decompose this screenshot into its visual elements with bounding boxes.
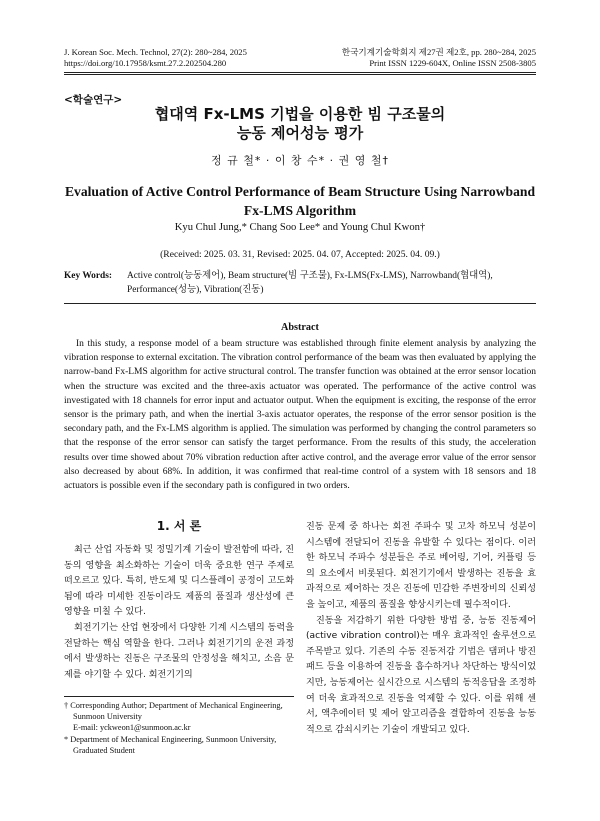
english-authors: Kyu Chul Jung,* Chang Soo Lee* and Young Chul Kwon† [174,222,426,233]
category-label: <학술연구> [64,94,123,106]
doi-link[interactable]: https://doi.org/10.17958/ksmt.27.2.202504.280 [64,58,227,68]
keywords-label: Key Words: [64,271,113,281]
english-title [0,182,600,220]
intro-paragraph-1: 최근 산업 자동화 및 정밀기계 기술이 발전함에 따라, 진동의 영향을 최소화하는 기술이 더욱 중요한 연구 주제로 떠오르고 있다. 특히, 반도체 및 디스플레이 공정이 고도화됨에 따라 미세한 진동이라도 제품의 품질과 생산성에 큰 영향을 미칠 수 있다. [64,545,294,618]
author-email[interactable]: E-mail: yckweon1@sunmoon.ac.kr [73,723,191,733]
left-column [64,543,294,683]
corresponding-author-footnote: † Corresponding Author; Department of Mechanical Engineering, Sunmoon University [64,701,283,722]
footnote-divider [64,696,294,697]
affiliation-footnote: * Department of Mechanical Engineering, Sunmoon University, Graduated Student [64,734,277,755]
abstract-body: In this study, a response model of a beam structure was established through finite element analysis by analyzing the vibration response to external excitation. The vibration control performance of the beam was then evaluated by applying the narrow-band Fx-LMS algorithm for active structural control. The transfer function was obtained at the error sensor location when the structure was excited and the three-axis actuator was operated. The performance of the active control was investigated with 18 channels for error input and actuator output. When the equipment is exciting, the response of the error sensor is the primary path, and when the inertial 3-axis actuator operates, the response of the error sensor position is the secondary path, and the Fx-LMS algorithm is applied. The simulation was performed by changing the control parameters so that the response of the error sensor can satisfy the target performance. From the results of this study, the acceleration results over time showed about 70% vibration reduction after active control, and the average error value of the error sensor also decreased by about 68%. In addition, it was confirmed that real-time control of a system with 18 sensors and 18 actuators is possible even if the secondary path is configured in two orders. [64,339,536,492]
english-title-line1: Evaluation of Active Control Performance of Beam Structure Using Narrowband [64,184,536,199]
keywords-divider [64,303,536,304]
issn-info: Print ISSN 1229-604X, Online ISSN 2508-3805 [369,58,536,68]
header-divider-second [64,74,536,75]
right-column [306,520,536,738]
korean-title-line1: 협대역 Fx-LMS 기법을 이용한 빔 구조물의 [154,105,446,123]
intro-paragraph-2: 회전기기는 산업 현장에서 다양한 기계 시스템의 동력을 전달하는 핵심 역할을 한다. 그러나 회전기기의 운전 과정에서 발생하는 진동은 구조물의 안정성을 해치고, 소음 문제를 야기할 수 있다. 회전기기의 [64,622,294,680]
abstract-title: Abstract [281,322,319,333]
journal-header-left [64,47,247,69]
footnotes [64,700,294,756]
intro-paragraph-3: 진동을 저감하기 위한 다양한 방법 중, 능동 진동제어(active vibration control)는 매우 효과적인 솔루션으로 주목받고 있다. 기존의 수동 진동저감 기법은 댐퍼나 방진 패드 등을 이용하여 진동을 흡수하거나 차단하는 방식이었지만, 능동제어는 실시간으로 시스템의 동적응답을 조정하여 더욱 효과적으로 진동을 억제할 수 있다. 이를 위해 센서, 액추에이터 및 제어 알고리즘을 결합하여 진동을 능동적으로 감쇠시키는 기술이 개발되고 있다. [306,615,536,735]
journal-citation-korean: 한국기계기술학회지 제27권 제2호, pp. 280~284, 2025 [341,47,536,57]
korean-authors: 정 규 철* · 이 창 수* · 권 영 철† [210,154,390,167]
journal-citation: J. Korean Soc. Mech. Technol, 27(2): 280~284, 2025 [64,47,247,57]
english-title-line2: Fx-LMS Algorithm [243,203,357,218]
received-dates: (Received: 2025. 03. 31, Revised: 2025. 04. 07, Accepted: 2025. 04. 09.) [160,249,440,260]
keywords-block [64,269,536,297]
section-title-introduction: 1. 서 론 [156,519,202,533]
korean-title [0,105,600,143]
header-divider [64,72,536,73]
keywords-text: Active control(능동제어), Beam structure(빔 구조물), Fx-LMS(Fx-LMS), Narrowband(협대역), Performance(성능), Vibration(진동) [127,271,493,295]
korean-title-line2: 능동 제어성능 평가 [236,124,364,142]
intro-paragraph-2-continued: 진동 문제 중 하나는 회전 주파수 및 고차 하모닉 성분이 시스템에 전달되어 진동을 유발할 수 있다는 점이다. 이러한 하모닉 주파수 성분들은 주로 베어링, 기어, 커플링 등의 요소에서 비롯된다. 회전기기에서 발생하는 진동을 효과적으로 제어하는 것은 진동에 민감한 주변장비의 신뢰성을 높이고, 제품의 품질을 향상시키는데 필수적이다. [306,522,536,610]
journal-header-right [342,47,536,69]
